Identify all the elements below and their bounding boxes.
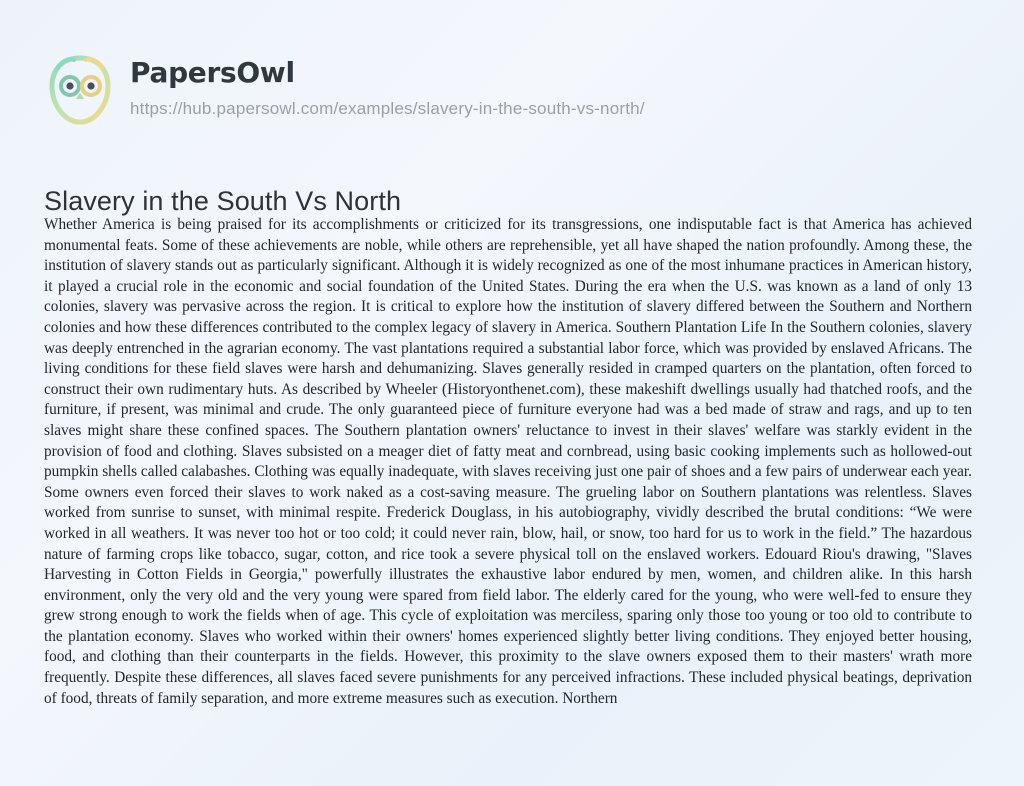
article-body bbox=[44, 215, 972, 709]
article-paragraph: Whether America is being praised for its accomplishments or criticized for its transgressions, one indisputable fact is that America has achieved monumental feats. Some of these achievements are noble, while others are reprehensible, yet all have shaped the nation profoundly. Among these, the institution of slavery stands out as particularly significant. Although it is widely recognized as one of the most inhumane practices in American history, it played a crucial role in the economic and social foundation of the United States. During the era when the U.S. was known as a land of only 13 colonies, slavery was pervasive across the region. It is critical to explore how the institution of slavery differed between the Southern and Northern colonies and how these differences contributed to the complex legacy of slavery in America. Southern Plantation Life In the Southern colonies, slavery was deeply entrenched in the agrarian economy. The vast plantations required a substantial labor force, which was provided by enslaved Africans. The living conditions for these field slaves were harsh and dehumanizing. Slaves generally resided in cramped quarters on the plantation, often forced to construct their own rudimentary huts. As described by Wheeler (Historyonthenet.com), these makeshift dwellings usually had thatched roofs, and the furniture, if present, was minimal and crude. The only guaranteed piece of furniture everyone had was a bed made of straw and rags, and up to ten slaves might share these confined spaces. The Southern plantation owners' reluctance to invest in their slaves' welfare was starkly evident in the provision of food and clothing. Slaves subsisted on a meager diet of fatty meat and cornbread, using basic cooking implements such as hollowed-out pumpkin shells called calabashes. Clothing was equally inadequate, with slaves receiving just one pair of shoes and a few pairs of underwear each year. Some owners even forced their slaves to work naked as a cost-saving measure. The grueling labor on Southern plantations was relentless. Slaves worked from sunrise to sunset, with minimal respite. Frederick Douglass, in his autobiography, vividly described the brutal conditions: “We were worked in all weathers. It was never too hot or too cold; it could never rain, blow, hail, or snow, too hard for us to work in the field.” The hazardous nature of farming crops like tobacco, sugar, cotton, and rice took a severe physical toll on the enslaved workers. Edouard Riou's drawing, "Slaves Harvesting in Cotton Fields in Georgia," powerfully illustrates the exhaustive labor endured by men, women, and children alike. In this harsh environment, only the very old and the very young were spared from field labor. The elderly cared for the young, who were well-fed to ensure they grew strong enough to work the fields when of age. This cycle of exploitation was merciless, sparing only those too young or too old to contribute to the plantation economy. Slaves who worked within their owners' homes experienced slightly better living conditions. They enjoyed better housing, food, and clothing than their counterparts in the fields. However, this proximity to the slave owners exposed them to their masters' wrath more frequently. Despite these differences, all slaves faced severe punishments for any perceived infractions. These included physical beatings, deprivation of food, threats of family separation, and more extreme measures such as execution. Northern bbox=[44, 216, 972, 707]
site-header bbox=[44, 52, 645, 128]
owl-logo-icon bbox=[44, 52, 116, 128]
brand-block bbox=[130, 58, 645, 119]
brand-name[interactable]: PapersOwl bbox=[130, 56, 295, 89]
page-title: Slavery in the South Vs North bbox=[44, 186, 402, 217]
source-url[interactable]: https://hub.papersowl.com/examples/slavery-in-the-south-vs-north/ bbox=[130, 98, 645, 118]
